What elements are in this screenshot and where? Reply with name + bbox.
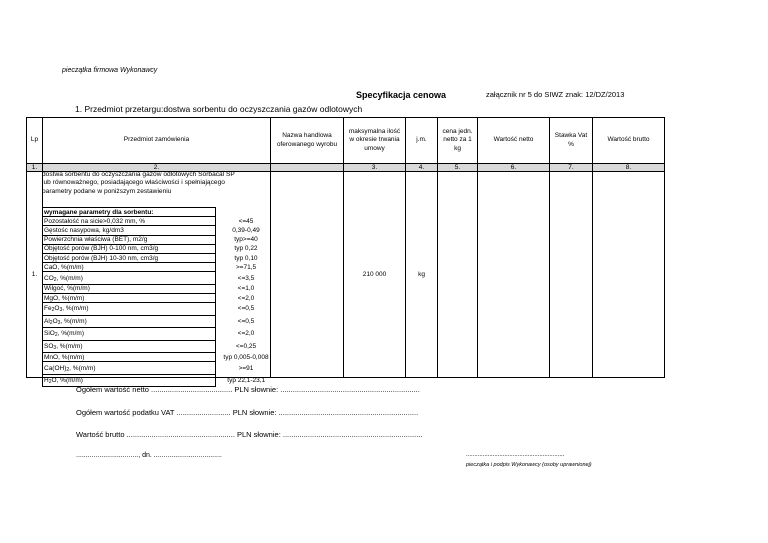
parameter-value: <=3,5 (237, 274, 255, 282)
col-gross-value: Wartość brutto (593, 118, 665, 164)
parameter-value: <=2,0 (237, 294, 255, 302)
vat-rate-cell[interactable] (550, 172, 593, 378)
header-row (27, 118, 665, 164)
parameter-name: Wilgoć, %(m/m) (43, 284, 216, 293)
parameter-name: Powierzchnia właściwa (BET), m2/g (43, 235, 216, 244)
sorbent-parameters-table (42, 207, 277, 387)
parameter-name: $SO_3$, %(m/m) (43, 340, 216, 353)
date-line: ................................, dn. ................................... (76, 452, 222, 459)
parameter-value: typ>=40 (234, 236, 258, 244)
col-lp: Lp (27, 118, 43, 164)
parameter-value: >=91 (238, 364, 254, 372)
col-number: 1. (27, 164, 43, 172)
net-value-cell[interactable] (478, 172, 550, 378)
col-unit-price: cena jedn. netto za 1 kg (438, 118, 478, 164)
col-number: 6. (478, 164, 550, 172)
item-description: dostwa sorbentu do oczyszczania gazów odlotowych Sorbacal SP lub równoważnego, posiadającego właściwości i spełniającego parametry podane w poniższym zestawieniu (42, 171, 235, 195)
company-stamp-label: pieczątka firmowa Wykonawcy (62, 67, 158, 74)
col-number (271, 164, 344, 172)
annex-reference: załącznik nr 5 do SIWZ znak: 12/DZ/2013 (486, 90, 625, 99)
document-title: Specyfikacja cenowa (356, 90, 447, 100)
col-number: 3. (344, 164, 406, 172)
parameter-name: $Fe_2O_3$, %(m/m) (43, 303, 216, 316)
col-number: 2. (43, 164, 271, 172)
total-vat-line: Ogółem wartość podatku VAT .......................... PLN słownie: ................................................................... (76, 408, 419, 417)
parameter-name: Pozostałość na sicie>0,032 mm, % (43, 217, 216, 226)
parameter-name: $Al_2O_3$, %(m/m) (43, 315, 216, 328)
parameter-name: CaO, %(m/m) (43, 263, 216, 272)
parameter-value: <=0,5 (237, 305, 255, 313)
parameter-value: 0,39-0,49 (232, 226, 260, 234)
parameter-name: SiO$_2$, %(m/m) (43, 328, 216, 341)
parameter-value: >=71,5 (235, 263, 257, 271)
total-gross-line: Wartość brutto .................................................... PLN słownie: ................................................................... (76, 430, 423, 439)
parameter-value: typ 0,005-0,008 (223, 353, 269, 361)
parameter-value: typ 0,22 (234, 245, 258, 253)
col-number: 5. (438, 164, 478, 172)
parameter-value: typ 22,1-23,1 (227, 377, 266, 385)
trade-name-cell[interactable] (271, 172, 344, 378)
col-vat-rate: Stawka Vat % (550, 118, 593, 164)
unit-cell: kg (406, 172, 438, 378)
quantity-cell: 210 000 (344, 172, 406, 378)
total-net-line: Ogółem wartość netto ....................................... PLN słownie: ................................................................... (76, 385, 420, 394)
row-lp: 1. (27, 172, 43, 378)
signature-line: ........................................................... (466, 452, 565, 458)
parameter-value: <=2,0 (237, 330, 255, 338)
tender-subject: 1. Przedmiot przetargu:dostwa sorbentu do oczyszczania gazów odlotowych (75, 104, 363, 114)
parameter-name: $CO_2$, %(m/m) (43, 272, 216, 285)
col-trade-name: Nazwa handlowa oferowanego wyrobu (271, 118, 344, 164)
parameter-name: $H_2O$, %(m/m) (43, 374, 216, 387)
parameter-value: <=45 (238, 217, 254, 225)
parameter-value: <=0,25 (235, 342, 257, 350)
parameter-name: MnO, %(m/m) (43, 353, 216, 362)
signature-label: pieczątka i podpis Wykonawcy (osoby uprawnionej) (466, 462, 592, 468)
parameter-value: typ 0,10 (234, 254, 258, 262)
parameter-name: $Ca(OH)_2$, %(m/m) (43, 362, 216, 375)
parameters-header: wymagane parametry dla sorbentu: (43, 208, 216, 217)
parameter-name: Gęstośc nasypowa, kg/dm3 (43, 226, 216, 235)
col-number: 8. (593, 164, 665, 172)
parameter-name: Objętość porów (BJH) 0-100 nm, cm3/g (43, 244, 216, 253)
col-unit: j.m. (406, 118, 438, 164)
parameter-name: Objętość porów (BJH) 10-30 nm, cm3/g (43, 253, 216, 262)
col-net-value: Wartość netto (478, 118, 550, 164)
parameter-name: MgO, %(m/m) (43, 294, 216, 303)
col-number: 4. (406, 164, 438, 172)
col-number: 7. (550, 164, 593, 172)
col-item: Przedmiot zamówienia (43, 118, 271, 164)
unit-price-cell[interactable] (438, 172, 478, 378)
parameter-value: <=1,0 (237, 285, 255, 293)
gross-value-cell[interactable] (593, 172, 665, 378)
col-max-quantity: maksymalna ilość w okresie trwania umowy (344, 118, 406, 164)
parameter-value: <=0,5 (237, 317, 255, 325)
